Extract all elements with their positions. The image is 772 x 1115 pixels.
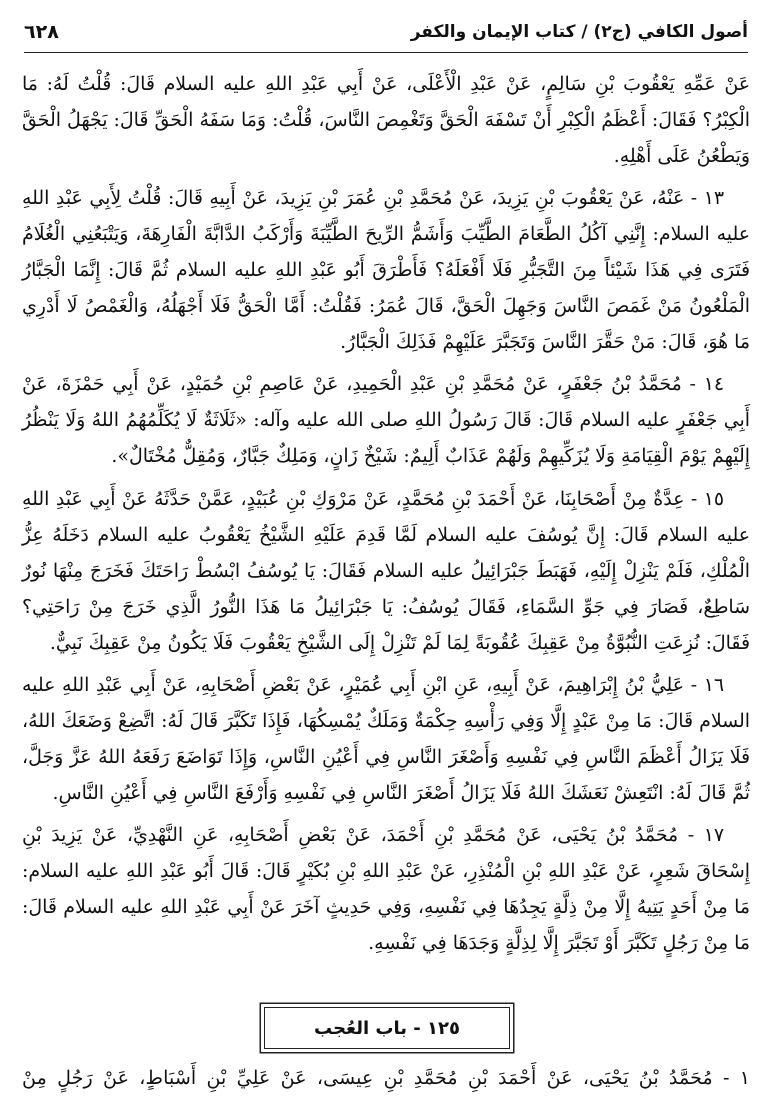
hadith-13: ١٣ - عَنْهُ، عَنْ يَعْقُوبَ بْنِ يَزِيدَ، عَنْ مُحَمَّدِ بْنِ عُمَرَ بْنِ يَزِيدَ، عَنْ أَبِيهِ قَالَ: قُلْتُ لِأَبِي عَبْدِ اللهِ عليه السلام: إِنَّنِي آكُلُ الطَّعَامَ الطَّيِّبَ وَأَشَمُّ الرِّيحَ الطَّيِّبَةَ وَأَرْكَبُ الدَّابَّةَ الْفَارِهَةَ، وَيَتْبَعُنِي الْغُلَامُ فَتَرَى فِي هَذَا شَيْئاً مِنَ التَّجَبُّرِ فَلَا أَفْعَلَهُ؟ فَأَطْرَقَ أَبُو عَبْدِ اللهِ عليه السلام ثُمَّ قَالَ: إِنَّمَا الْجَبَّارُ الْمَلْعُونُ مَنْ غَمَصَ النَّاسَ وَجَهِلَ الْحَقَّ، قَالَ عُمَرُ: فَقُلْتُ: أَمَّا الْحَقُّ فَلَا أَجْهَلُهُ، وَالْغَمْصُ لَا أَدْرِي مَا هُوَ، قَالَ: مَنْ حَقَّرَ النَّاسَ وَتَجَبَّرَ عَلَيْهِمْ فَذَلِكَ الْجَبَّارُ.	[22, 187, 750, 354]
chapter-heading: ١٢٥ - باب العُجب	[264, 1007, 510, 1049]
hadith-16: ١٦ - عَلِيُّ بْنُ إِبْرَاهِيمَ، عَنْ أَبِيهِ، عَنِ ابْنِ أَبِي عُمَيْرٍ، عَنْ بَعْضِ أَصْحَابِهِ، عَنْ أَبِي عَبْدِ اللهِ عليه السلام قَالَ: مَا مِنْ عَبْدٍ إِلَّا وَفِي رَأْسِهِ حِكْمَةٌ وَمَلَكٌ يُمْسِكُهَا، فَإِذَا تَكَبَّرَ قَالَ لَهُ: اتَّضِعْ وَضَعَكَ اللهُ، فَلَا يَزَالُ أَعْظَمَ النَّاسِ فِي نَفْسِهِ وَأَصْغَرَ النَّاسِ فِي أَعْيُنِ النَّاسِ، وَإِذَا تَوَاضَعَ رَفَعَهُ اللهُ عَزَّ وَجَلَّ، ثُمَّ قَالَ لَهُ: انْتَعِشْ نَعَشَكَ اللهُ فَلَا يَزَالُ أَصْغَرَ النَّاسِ فِي نَفْسِهِ وَأَرْفَعَ النَّاسِ فِي أَعْيُنِ النَّاسِ.	[22, 673, 750, 804]
hadith-17: ١٧ - مُحَمَّدُ بْنُ يَحْيَى، عَنْ مُحَمَّدِ بْنِ أَحْمَدَ، عَنْ بَعْضِ أَصْحَابِهِ، عَنِ النَّهْدِيِّ، عَنْ يَزِيدَ بْنِ إِسْحَاقَ شَعِرٍ، عَنْ عَبْدِ اللهِ بْنِ الْمُنْذِرِ، عَنْ عَبْدِ اللهِ بْنِ بُكَيْرٍ قَالَ: قَالَ أَبُو عَبْدِ اللهِ عليه السلام: مَا مِنْ أَحَدٍ يَتِيهُ إِلَّا مِنْ ذِلَّةٍ يَجِدُهَا فِي نَفْسِهِ، وَفِي حَدِيثٍ آخَرَ عَنْ أَبِي عَبْدِ اللهِ عليه السلام قَالَ: مَا مِنْ رَجُلٍ تَكَبَّرَ أَوْ تَجَبَّرَ إِلَّا لِذِلَّةٍ وَجَدَهَا فِي نَفْسِهِ.	[22, 823, 750, 955]
page-number: ٦٢٨	[24, 21, 59, 43]
body-text	[22, 66, 750, 967]
page-header	[24, 12, 748, 53]
paragraph-continued: عَنْ عَمِّهِ يَعْقُوبَ بْنِ سَالِمٍ، عَنْ عَبْدِ الْأَعْلَى، عَنْ أَبِي عَبْدِ اللهِ عليه السلام قَالَ: قُلْتُ لَهُ: مَا الْكِبْرُ؟ فَقَالَ: أَعْظَمُ الْكِبْرِ أَنْ تَسْفَهَ الْحَقَّ وَتَغْمِصَ النَّاسَ، قُلْتُ: وَمَا سَفَهُ الْحَقِّ قَالَ: يَجْهَلُ الْحَقَّ وَيَطْعُنُ عَلَى أَهْلِهِ.	[22, 73, 750, 168]
hadith-15: ١٥ - عِدَّةٌ مِنْ أَصْحَابِنَا، عَنْ أَحْمَدَ بْنِ مُحَمَّدٍ، عَنْ مَرْوَكِ بْنِ عُبَيْدٍ، عَمَّنْ حَدَّثَهُ عَنْ أَبِي عَبْدِ اللهِ عليه السلام قَالَ: إِنَّ يُوسُفَ عليه السلام لَمَّا قَدِمَ عَلَيْهِ الشَّيْخُ يَعْقُوبُ عليه السلام دَخَلَهُ عِزُّ الْمُلْكِ، فَلَمْ يَنْزِلْ إِلَيْهِ، فَهَبَطَ جَبْرَائِيلُ عليه السلام فَقَالَ: يَا يُوسُفُ ابْسُطْ رَاحَتَكَ فَخَرَجَ مِنْهَا نُورٌ سَاطِعٌ، فَصَارَ فِي جَوِّ السَّمَاءِ، فَقَالَ يُوسُفُ: يَا جَبْرَائِيلُ مَا هَذَا النُّورُ الَّذِي خَرَجَ مِنْ رَاحَتِي؟ فَقَالَ: نُزِعَتِ النُّبُوَّةُ مِنْ عَقِبِكَ عُقُوبَةً لِمَا لَمْ تَنْزِلْ إِلَى الشَّيْخِ يَعْقُوبَ فَلَا يَكُونُ مِنْ عَقِبِكَ نَبِيٌّ.	[22, 487, 750, 654]
running-title: أصول الكافي (ج٢) / كتاب الإيمان والكفر	[410, 22, 748, 42]
hadith-1-start: ١ - مُحَمَّدُ بْنُ يَحْيَى، عَنْ أَحْمَدَ بْنِ مُحَمَّدِ بْنِ عِيسَى، عَنْ عَلِيِّ بْنِ أَسْبَاطٍ، عَنْ رَجُلٍ مِنْ	[22, 1066, 750, 1089]
hadith-14: ١٤ - مُحَمَّدُ بْنُ جَعْفَرٍ، عَنْ مُحَمَّدِ بْنِ عَبْدِ الْحَمِيدِ، عَنْ عَاصِمِ بْنِ حُمَيْدٍ، عَنْ أَبِي حَمْزَةَ، عَنْ أَبِي جَعْفَرٍ عليه السلام قَالَ: قَالَ رَسُولُ اللهِ صلى الله عليه وآله: «ثَلَاثَةٌ لَا يُكَلِّمُهُمُ اللهُ وَلَا يَنْظُرُ إِلَيْهِمْ يَوْمَ الْقِيَامَةِ وَلَا يُزَكِّيهِمْ وَلَهُمْ عَذَابٌ أَلِيمٌ: شَيْخٌ زَانٍ، وَمَلِكٌ جَبَّارٌ، وَمُقِلٌّ مُخْتَالٌ».	[22, 373, 750, 468]
